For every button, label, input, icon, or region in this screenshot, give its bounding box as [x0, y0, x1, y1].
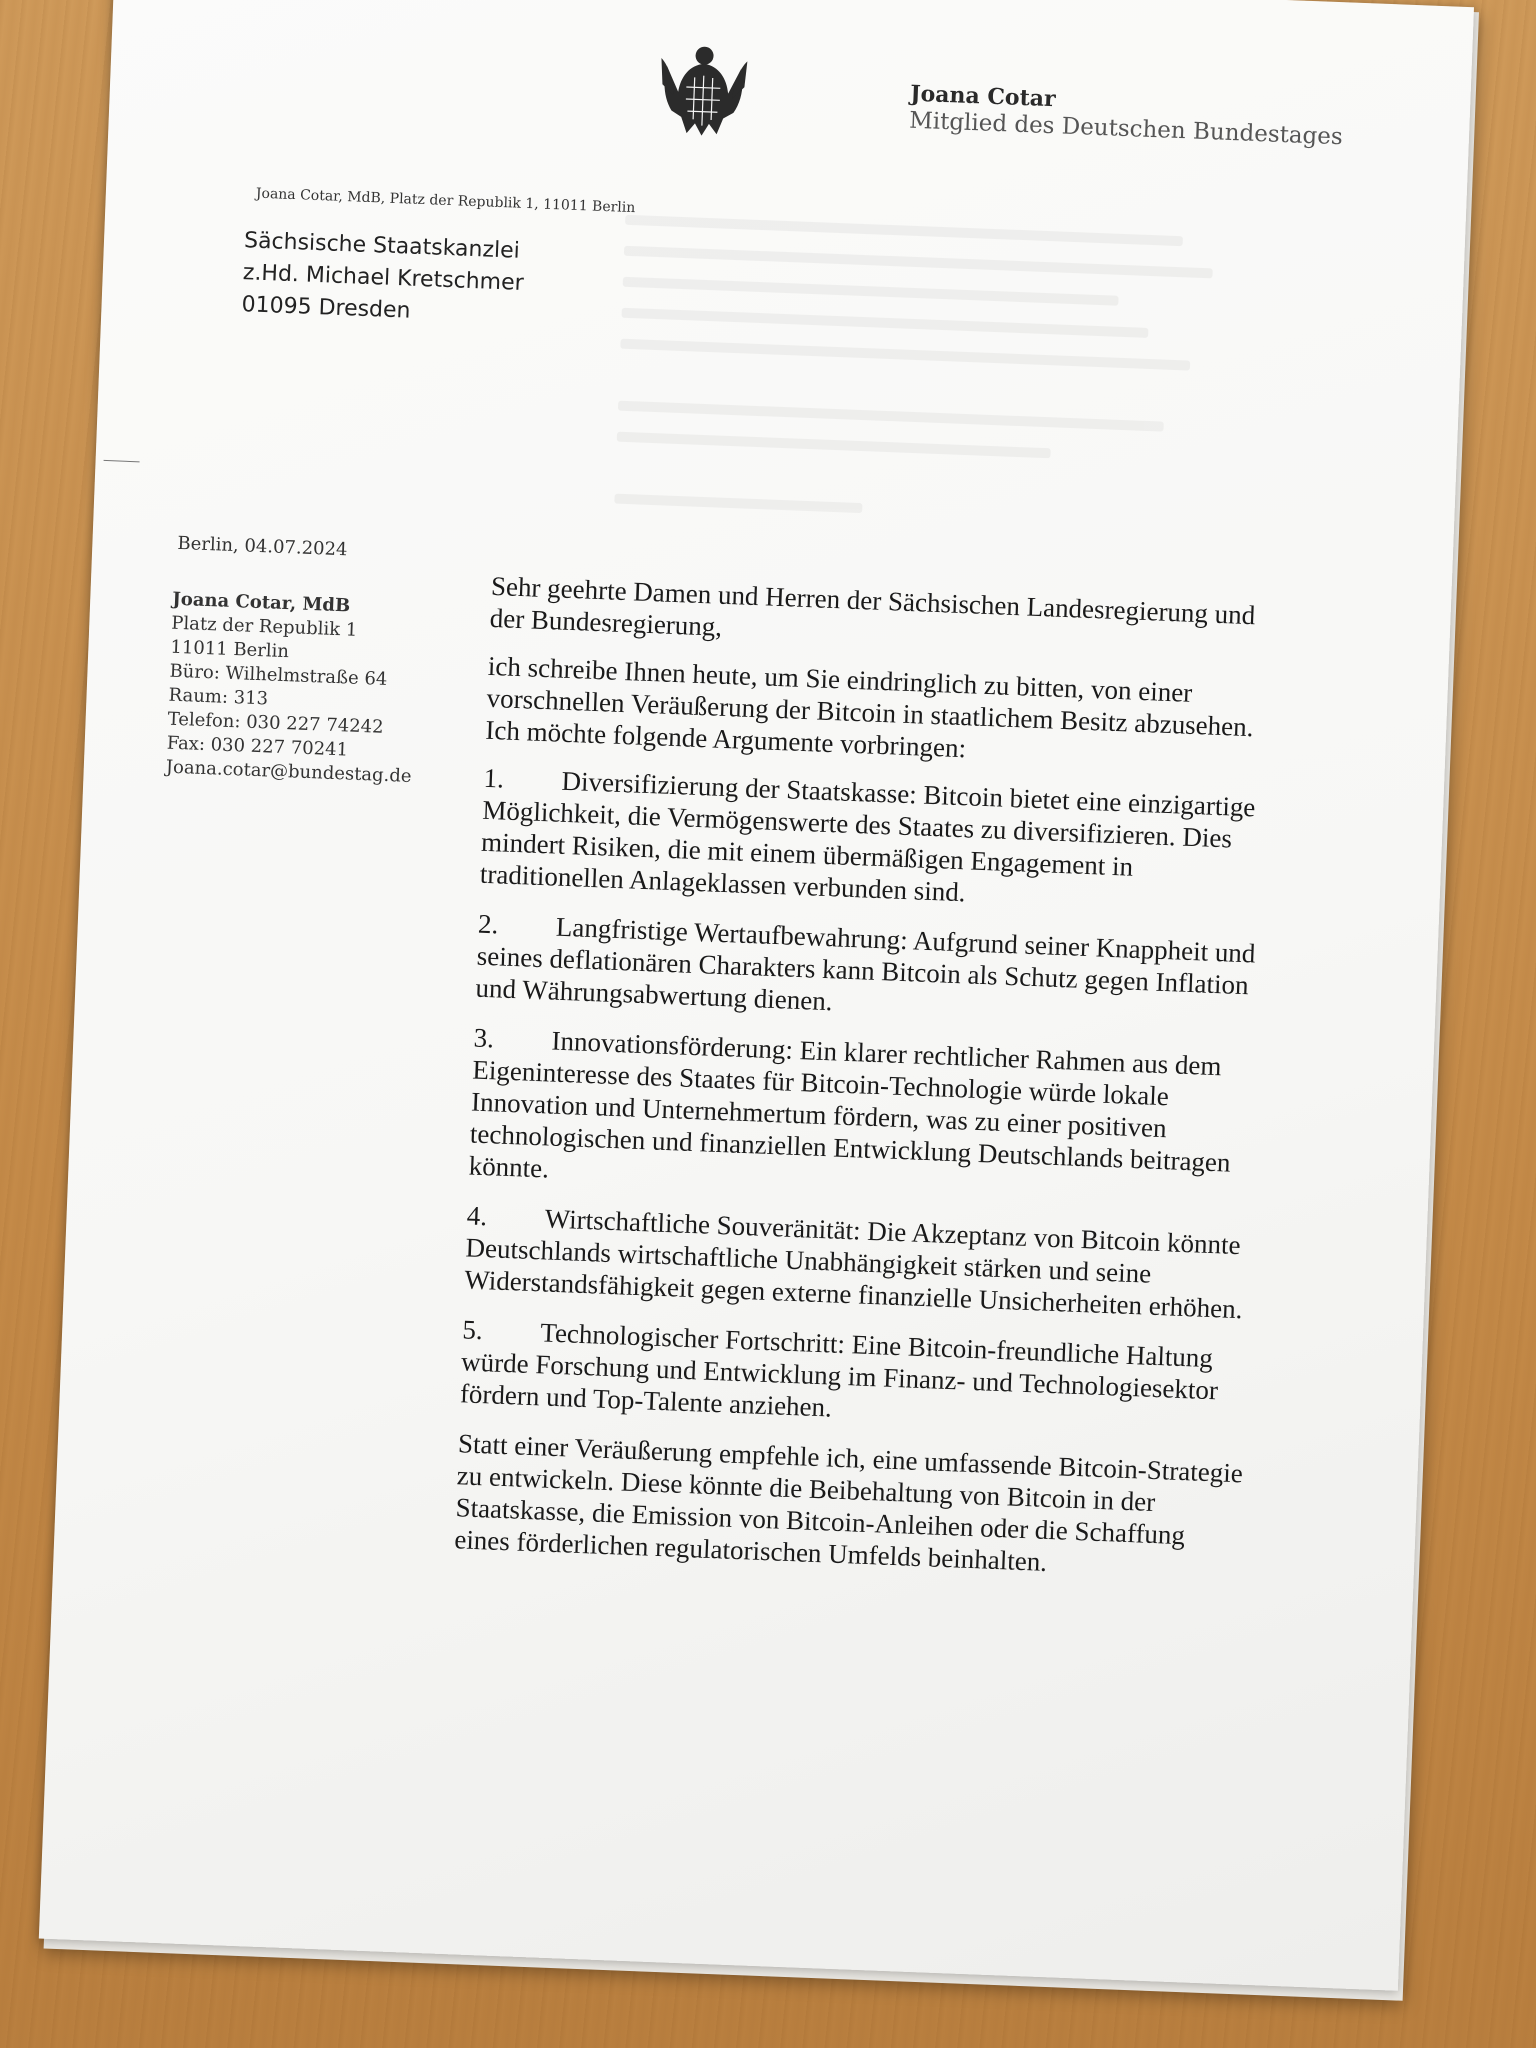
list-item — [479, 762, 1273, 920]
list-text: Diversifizierung der Staatskasse: Bitcoin bietet eine einzigartige Möglichkeit, die Vermögenswerte des Staates zu diversifizieren. Dies mindert Risiken, die mit einem übermäßigen Engagement in traditionellen Anlageklassen verbunden sind. — [479, 765, 1256, 908]
bundesadler-icon — [656, 36, 750, 139]
contact-block — [165, 588, 418, 789]
recipient-address — [241, 225, 525, 332]
show-through-text — [613, 215, 1245, 569]
letter-date: Berlin, 04.07.2024 — [177, 532, 348, 561]
list-number: 4. — [466, 1200, 488, 1232]
closing-paragraph: Statt einer Veräußerung empfehle ich, eine umfassende Bitcoin-Strategie zu entwickeln. Diese könnte die Beibehaltung von Bitcoin in der Staatskasse, die Emission von Bitcoin-Anleihen oder die Schaffung eines förderlichen regulatorischen Umfelds beinhalten. — [453, 1428, 1244, 1577]
list-number: 1. — [483, 762, 505, 794]
intro-paragraph: ich schreibe Ihnen heute, um Sie eindringlich zu bitten, von einer vorschnellen Veräußerung der Bitcoin in staatlichem Besitz abzusehen. Ich möchte folgende Argumente vorbringen: — [484, 650, 1255, 764]
fold-mark — [104, 460, 140, 462]
recipient-line: z.Hd. Michael Kretschmer — [242, 260, 525, 296]
list-text: Langfristige Wertaufbewahrung: Aufgrund seiner Knappheit und seines deflationären Charakters kann Bitcoin als Schutz gegen Inflation und Währungsabwertung dienen. — [475, 911, 1256, 1017]
list-text: Innovationsförderung: Ein klarer rechtlicher Rahmen aus dem Eigeninteresse des Staates für Bitcoin-Technologie würde lokale Innovation und Unternehmertum fördern, was zu einer positiven technologischen und finanziellen Entwicklung Deutschlands beitragen könnte. — [468, 1025, 1232, 1184]
sender-return-address: Joana Cotar, MdB, Platz der Republik 1, 11011 Berlin — [255, 185, 636, 217]
contact-room: Raum: 313 — [168, 684, 269, 710]
letter-page — [39, 0, 1474, 1991]
list-number: 2. — [477, 908, 499, 940]
list-item — [464, 1199, 1257, 1325]
salutation: Sehr geehrte Damen und Herren der Sächsischen Landesregierung und der Bundesregierung, — [489, 570, 1256, 642]
contact-email: Joana.cotar@bundestag.de — [165, 756, 412, 787]
list-text: Wirtschaftliche Souveränität: Die Akzeptanz von Bitcoin könnte Deutschlands wirtschaftliche Unabhängigkeit stärken und seine Widerstandsfähigkeit gegen externe finanzielle Unsicherheiten erhöhen. — [463, 1203, 1244, 1325]
list-text: Technologischer Fortschritt: Eine Bitcoin-freundliche Haltung würde Forschung und Entwicklung im Finanz- und Technologiesektor fördern und Top-Talente anziehen. — [459, 1317, 1219, 1423]
list-number: 5. — [461, 1314, 484, 1346]
contact-city: 11011 Berlin — [170, 636, 290, 663]
list-number: 3. — [473, 1022, 495, 1054]
recipient-line: Sächsische Staatskanzlei — [243, 228, 521, 264]
recipient-line: 01095 Dresden — [241, 292, 411, 324]
list-item — [475, 908, 1268, 1034]
letter-body — [453, 570, 1281, 1602]
contact-street: Platz der Republik 1 — [170, 612, 358, 641]
contact-name: Joana Cotar, MdB — [171, 588, 351, 617]
list-item — [459, 1313, 1252, 1439]
contact-phone: Telefon: 030 227 74242 — [167, 708, 384, 738]
contact-office: Büro: Wilhelmstraße 64 — [169, 660, 388, 690]
letterhead-name: Joana Cotar — [909, 80, 1057, 113]
list-item — [468, 1022, 1264, 1212]
contact-fax: Fax: 030 227 70241 — [166, 732, 349, 761]
letterhead-title: Mitglied des Deutschen Bundestages — [908, 107, 1344, 151]
